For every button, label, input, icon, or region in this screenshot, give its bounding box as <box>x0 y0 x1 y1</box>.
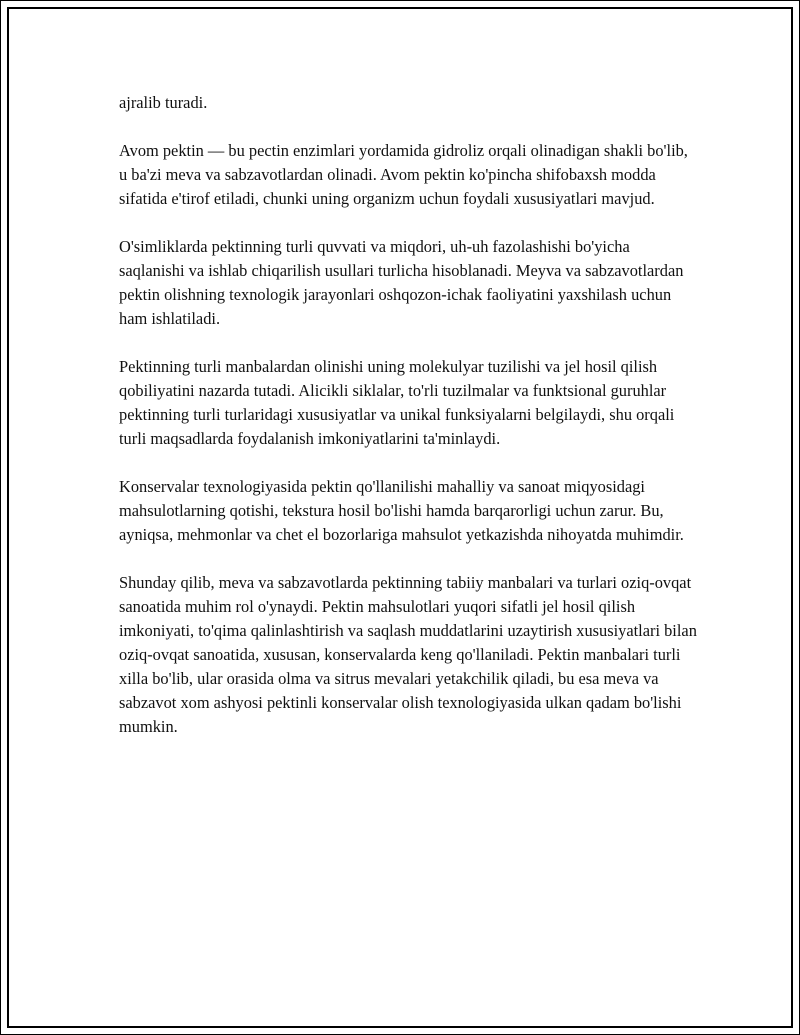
paragraph-2: Avom pektin — bu pectin enzimlari yordamida gidroliz orqali olinadigan shakli bo'lib, u ba'zi meva va sabzavotlardan olinadi. Avom pektin ko'pincha shifobaxsh modda sifatida e'tirof etiladi, chunki uning organizm uchun foydali xususiyatlari mavjud. <box>119 141 688 208</box>
paragraph-4: Pektinning turli manbalardan olinishi uning molekulyar tuzilishi va jel hosil qilish qobiliyatini nazarda tutadi. Alicikli siklalar, to'rli tuzilmalar va funktsional guruhlar pektinning turli turlaridagi xususiyatlar va unikal funksiyalarni belgilaydi, shu orqali turli maqsadlarda foydalanish imkoniyatlarini ta'minlaydi. <box>119 357 675 448</box>
paragraph-5: Konservalar texnologiyasida pektin qo'llanilishi mahalliy va sanoat miqyosidagi mahsulotlarning qotishi, tekstura hosil bo'lishi hamda barqarorligi uchun zarur. Bu, ayniqsa, mehmonlar va chet el bozorlariga mahsulot yetkazishda nihoyatda muhimdir. <box>119 477 684 544</box>
document-body <box>119 91 699 763</box>
paragraph-6: Shunday qilib, meva va sabzavotlarda pektinning tabiiy manbalari va turlari oziq-ovqat sanoatida muhim rol o'ynaydi. Pektin mahsulotlari yuqori sifatli jel hosil qilish imkoniyati, to'qima qalinlashtirish va saqlash muddatlarini uzaytirish xususiyatlari bilan oziq-ovqat sanoatida, xususan, konservalarda keng qo'llaniladi. Pektin manbalari turli xilla bo'lib, ular orasida olma va sitrus mevalari yetakchilik qiladi, bu esa meva va sabzavot xom ashyosi pektinli konservalar olish texnologiyasida ulkan qadam bo'lishi mumkin. <box>119 573 697 736</box>
paragraph-3: O'simliklarda pektinning turli quvvati va miqdori, uh-uh fazolashishi bo'yicha saqlanishi va ishlab chiqarilish usullari turlicha hisoblanadi. Meyva va sabzavotlardan pektin olishning texnologik jarayonlari oshqozon-ichak faoliyatini yaxshilash uchun ham ishlatiladi. <box>119 237 684 328</box>
paragraph-1: ajralib turadi. <box>119 93 208 112</box>
